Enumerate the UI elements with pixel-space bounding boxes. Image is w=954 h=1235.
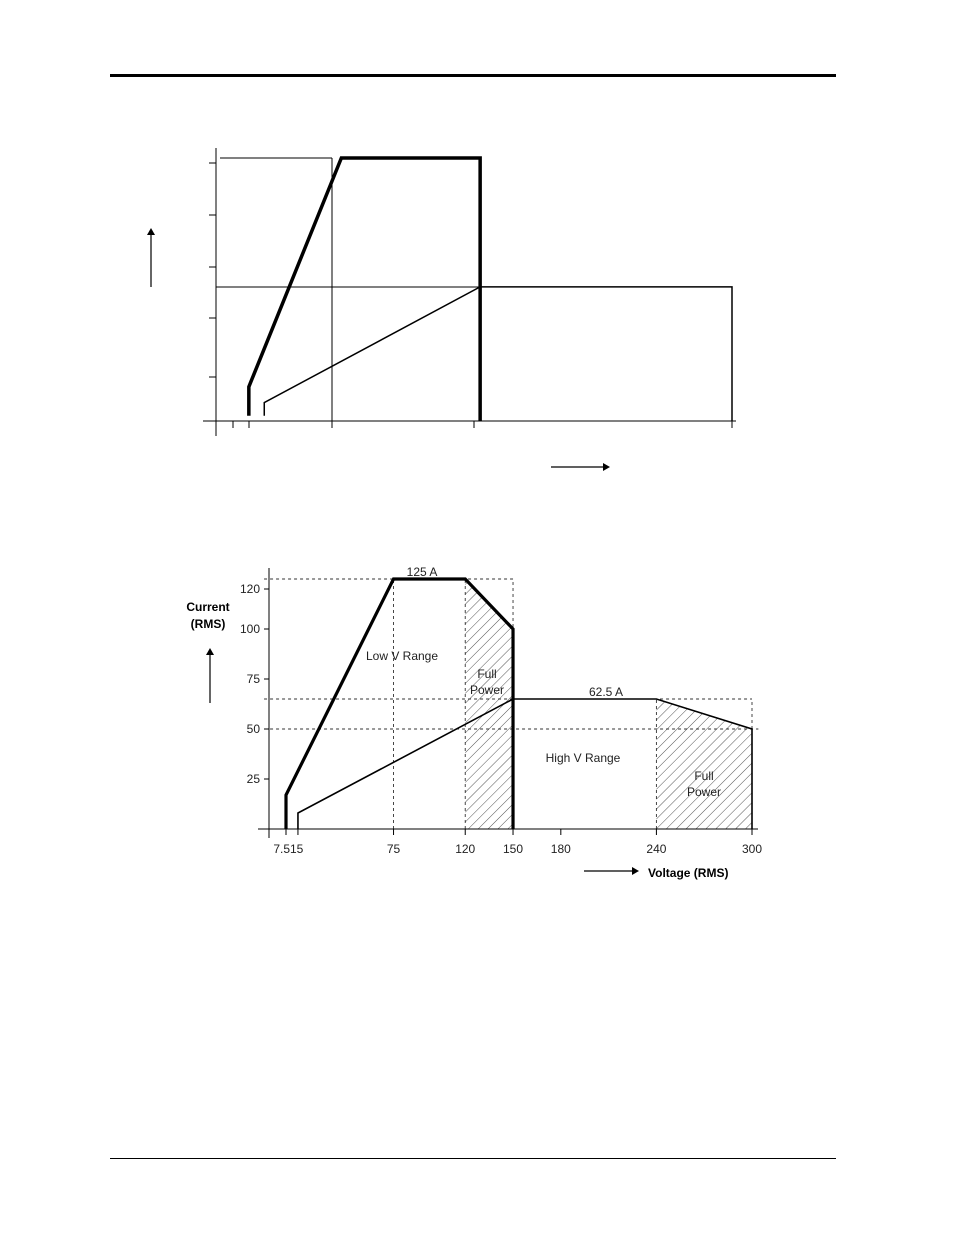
c2-x-tick-label-7: 300 — [741, 842, 763, 856]
x-axis-label: Voltage (RMS) — [648, 866, 729, 880]
c2-y-tick-label-4: 120 — [239, 582, 260, 596]
c2-y-tick-label-3: 100 — [239, 622, 260, 636]
annotation-high-v-range: High V Range — [545, 751, 621, 765]
y-axis-label-line-2: (RMS) — [190, 617, 226, 631]
c2-x-tick-label-4: 150 — [503, 842, 524, 856]
c2-y-tick-label-2: 75 — [246, 672, 260, 686]
c2-x-tick-label-2: 75 — [386, 842, 401, 856]
full-power-1-line-2: Power — [469, 683, 505, 697]
annotation-low-v-range: Low V Range — [365, 649, 439, 663]
annotation-125a: 125 A — [406, 565, 438, 579]
y-axis-label-line-1: Current — [186, 600, 230, 614]
c2-x-tick-label-0: 7.5 — [273, 842, 290, 856]
shaded-region-1 — [465, 579, 513, 829]
c2-x-tick-label-3: 120 — [455, 842, 476, 856]
c2-up-arrow-head — [206, 648, 214, 655]
c2-y-tick-label-0: 25 — [246, 772, 260, 786]
chart-2-labels — [186, 565, 728, 880]
full-power-2-line-2: Power — [686, 785, 722, 799]
c2-x-tick-label-5: 180 — [550, 842, 571, 856]
full-power-2-line-1: Full — [694, 769, 714, 783]
c2-y-tick-label-1: 50 — [246, 722, 260, 736]
annotation-62-5a: 62.5 A — [588, 685, 624, 699]
shaded-region-2 — [656, 699, 752, 829]
c2-right-arrow-head — [632, 867, 639, 875]
c2-x-tick-label-6: 240 — [646, 842, 667, 856]
full-power-1-line-1: Full — [477, 667, 497, 681]
c2-x-tick-label-1: 15 — [289, 842, 304, 856]
